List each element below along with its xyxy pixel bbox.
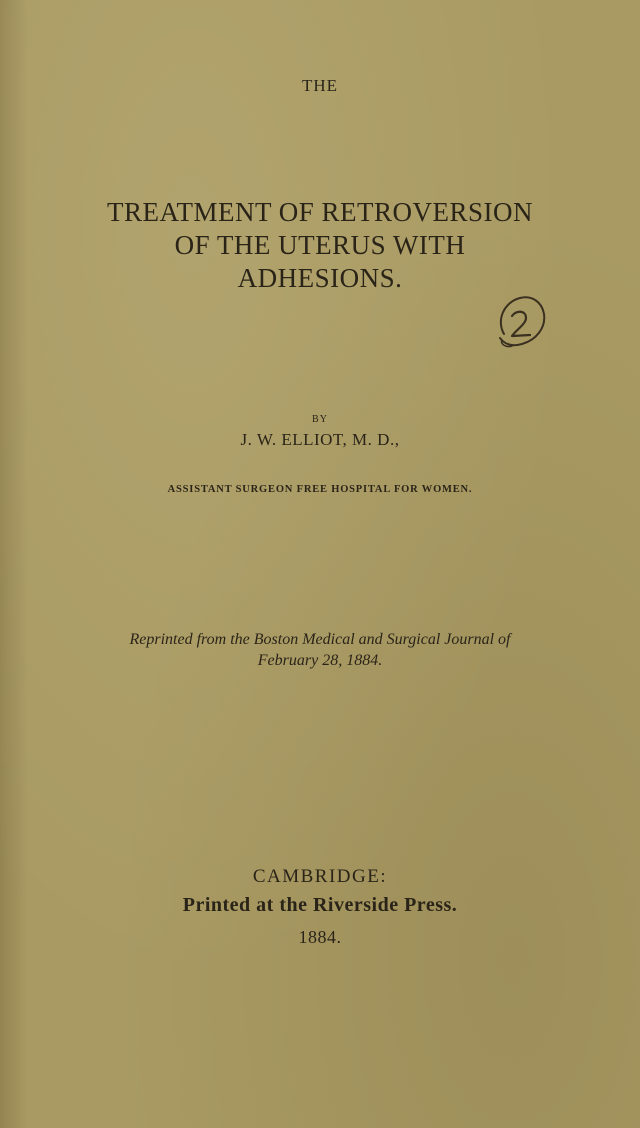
main-title bbox=[0, 196, 640, 295]
publication-year: 1884. bbox=[298, 927, 342, 947]
byline-prefix: BY bbox=[312, 414, 328, 425]
author-name: J. W. ELLIOT, M. D., bbox=[240, 430, 400, 449]
publisher-line: Printed at the Riverside Press. bbox=[182, 894, 458, 916]
reprint-note bbox=[0, 629, 640, 671]
reprint-note-line-2: February 28, 1884. bbox=[257, 652, 383, 669]
reprint-note-line-1: Reprinted from the Boston Medical and Surgical Journal of bbox=[129, 631, 511, 648]
main-title-line-1: TREATMENT OF RETROVERSION bbox=[106, 197, 534, 227]
main-title-line-3: ADHESIONS. bbox=[237, 263, 403, 293]
series-title: THE bbox=[301, 76, 339, 95]
handwritten-stamp-mark bbox=[490, 290, 550, 352]
main-title-line-2: OF THE UTERUS WITH bbox=[174, 230, 466, 260]
publisher-place: CAMBRIDGE: bbox=[252, 866, 388, 887]
author-position: ASSISTANT SURGEON FREE HOSPITAL FOR WOMEN. bbox=[167, 484, 473, 495]
